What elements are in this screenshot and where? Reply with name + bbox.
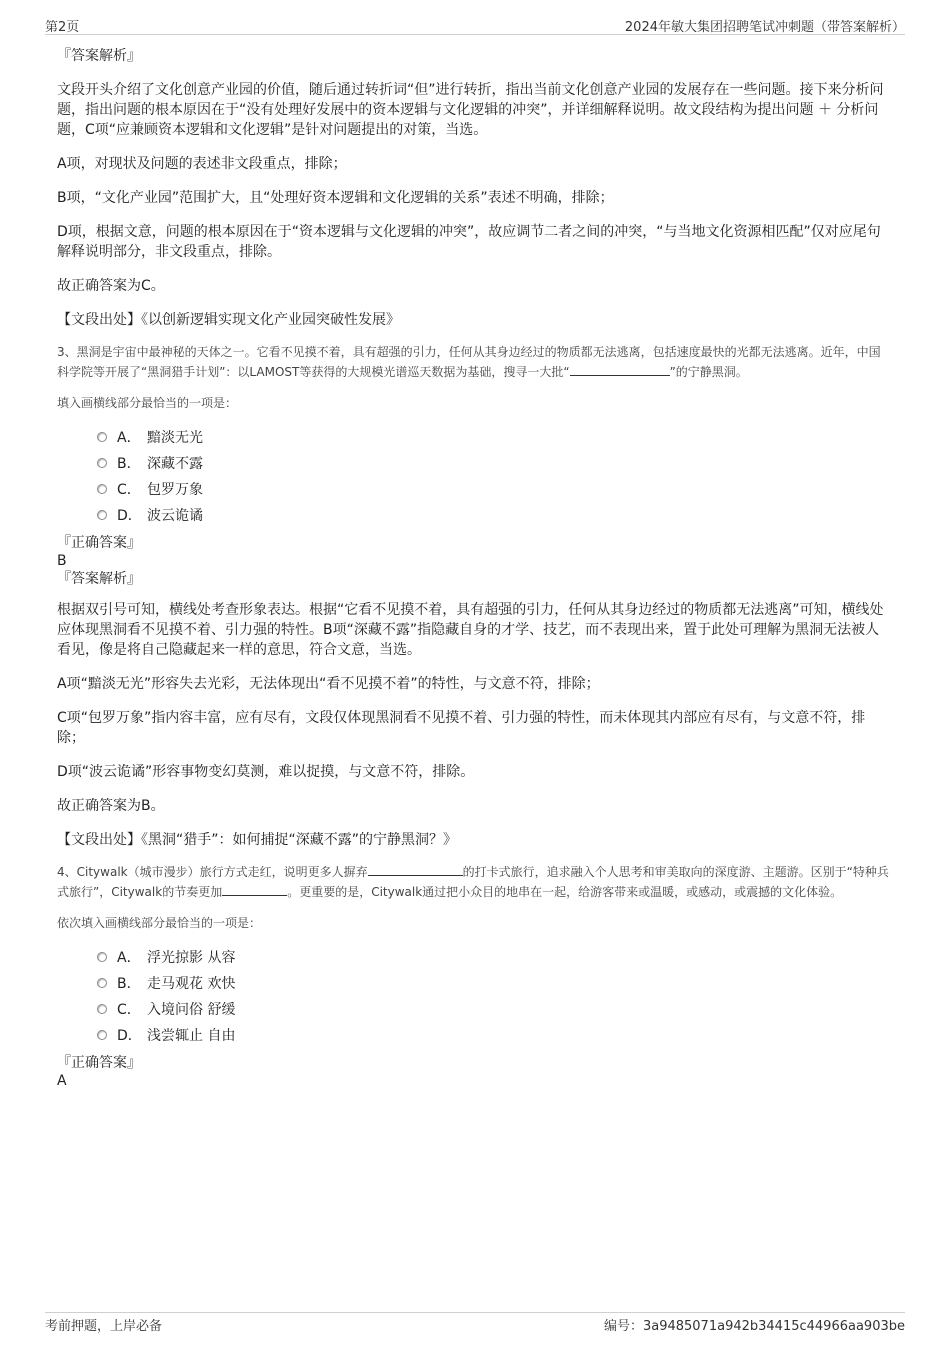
q2-conclusion: 故正确答案为C。 — [57, 278, 165, 294]
q4-stem — [57, 862, 892, 902]
q3-option-a[interactable] — [97, 424, 892, 450]
option-text: 深藏不露 — [147, 456, 203, 472]
q3-option-d-analysis: D项“波云诡谲”形容事物变幻莫测，难以捉摸，与文意不符，排除。 — [57, 764, 475, 780]
q3-conclusion: 故正确答案为B。 — [57, 798, 165, 814]
radio-icon[interactable] — [97, 458, 107, 468]
q4-answer: A — [57, 1073, 67, 1089]
page-number: 第2页 — [45, 20, 80, 35]
radio-icon[interactable] — [97, 952, 107, 962]
option-text: 黯淡无光 — [147, 430, 203, 446]
q4-option-c[interactable] — [97, 996, 892, 1022]
radio-icon[interactable] — [97, 432, 107, 442]
option-letter: A． — [117, 950, 141, 966]
radio-icon[interactable] — [97, 1030, 107, 1040]
radio-icon[interactable] — [97, 1004, 107, 1014]
q4-option-a[interactable] — [97, 944, 892, 970]
radio-icon[interactable] — [97, 978, 107, 988]
document-title: 2024年敏大集团招聘笔试冲刺题（带答案解析） — [624, 20, 905, 35]
q4-stem-part1: 4、Citywalk（城市漫步）旅行方式走红，说明更多人摒弃 — [57, 865, 368, 879]
option-text: 走马观花 欢快 — [147, 976, 236, 992]
option-letter: B． — [117, 456, 141, 472]
q4-option-b[interactable] — [97, 970, 892, 996]
q3-answer: B — [57, 553, 67, 569]
q3-option-c-analysis: C项“包罗万象”指内容丰富，应有尽有，文段仅体现黑洞看不见摸不着、引力强的特性，而未体现其内部应有尽有，与文意不符，排除； — [57, 710, 866, 746]
document-body — [57, 46, 892, 1090]
option-text: 入境问俗 舒缓 — [147, 1002, 236, 1018]
option-letter: A． — [117, 430, 141, 446]
q3-source: 【文段出处】《黑洞“猎手”：如何捕捉“深藏不露”的宁静黑洞？》 — [57, 832, 458, 848]
q4-instruction: 依次填入画横线部分最恰当的一项是： — [57, 916, 262, 930]
option-text: 波云诡谲 — [147, 508, 203, 524]
q3-analysis-label: 『答案解析』 — [57, 571, 141, 587]
q2-source: 【文段出处】《以创新逻辑实现文化产业园突破性发展》 — [57, 312, 400, 328]
option-text: 浮光掠影 从容 — [147, 950, 236, 966]
q2-analysis-label: 『答案解析』 — [57, 48, 141, 64]
q3-answer-label: 『正确答案』 — [57, 535, 141, 551]
page-footer — [45, 1312, 905, 1333]
q4-stem-part2: 的打卡式旅行，追求融入个人思考和审美取向的深度游、主题游。区别于“特种兵式旅行”，Citywalk的节奏更加 — [57, 865, 889, 899]
option-letter: B． — [117, 976, 141, 992]
q4-options — [57, 944, 892, 1048]
q2-option-a-analysis: A项，对现状及问题的表述非文段重点，排除； — [57, 156, 347, 172]
q3-stem-before: 3、黑洞是宇宙中最神秘的天体之一。它看不见摸不着，具有超强的引力，任何从其身边经过的物质都无法逃离，包括速度最快的光都无法逃离。近年，中国科学院等开展了“黑洞猎手计划”：以LAMOST等获得的大规模光谱巡天数据为基础，搜寻一大批“ — [57, 345, 881, 379]
q4-blank-2 — [222, 883, 287, 896]
option-text: 浅尝辄止 自由 — [147, 1028, 236, 1044]
q3-option-b[interactable] — [97, 450, 892, 476]
q3-blank — [570, 363, 670, 376]
option-text: 包罗万象 — [147, 482, 203, 498]
footer-slogan: 考前押题，上岸必备 — [45, 1319, 163, 1334]
option-letter: C． — [117, 482, 141, 498]
page-header — [45, 14, 905, 35]
option-letter: D． — [117, 1028, 142, 1044]
option-letter: D． — [117, 508, 142, 524]
radio-icon[interactable] — [97, 510, 107, 520]
q2-option-b-analysis: B项，“文化产业园”范围扩大，且“处理好资本逻辑和文化逻辑的关系”表述不明确，排除； — [57, 190, 614, 206]
q4-stem-part3: 。更重要的是，Citywalk通过把小众目的地串在一起，给游客带来或温暖，或感动，或震撼的文化体验。 — [287, 885, 843, 899]
q3-stem-after: ”的宁静黑洞。 — [669, 365, 748, 379]
q3-options — [57, 424, 892, 528]
q2-analysis: 文段开头介绍了文化创意产业园的价值，随后通过转折词“但”进行转折，指出当前文化创意产业园的发展存在一些问题。接下来分析问题，指出问题的根本原因在于“没有处理好发展中的资本逻辑与文化逻辑的冲突”，并详细解释说明。故文段结构为提出问题 ＋ 分析问题，C项“应兼顾资本逻辑和文化逻辑”是针对问题提出的对策，当选。 — [57, 82, 884, 138]
q3-instruction: 填入画横线部分最恰当的一项是： — [57, 396, 238, 410]
option-letter: C． — [117, 1002, 141, 1018]
q4-blank-1 — [368, 863, 463, 876]
q3-option-c[interactable] — [97, 476, 892, 502]
radio-icon[interactable] — [97, 484, 107, 494]
document-code: 编号：3a9485071a942b34415c44966aa903be — [603, 1319, 905, 1334]
q3-analysis: 根据双引号可知，横线处考查形象表达。根据“它看不见摸不着，具有超强的引力，任何从其身边经过的物质都无法逃离”可知，横线处应体现黑洞看不见摸不着、引力强的特性。B项“深藏不露”指隐藏自身的才学、技艺，而不表现出来，置于此处可理解为黑洞无法被人看见，像是将自己隐藏起来一样的意思，符合文意，当选。 — [57, 602, 884, 658]
q4-option-d[interactable] — [97, 1022, 892, 1048]
q4-answer-label: 『正确答案』 — [57, 1055, 141, 1071]
q3-option-a-analysis: A项“黯淡无光”形容失去光彩，无法体现出“看不见摸不着”的特性，与文意不符，排除； — [57, 676, 600, 692]
q3-option-d[interactable] — [97, 502, 892, 528]
q2-option-d-analysis: D项，根据文意，问题的根本原因在于“资本逻辑与文化逻辑的冲突”，故应调节二者之间的冲突，“与当地文化资源相匹配”仅对应尾句解释说明部分，非文段重点，排除。 — [57, 224, 881, 260]
q3-stem — [57, 342, 892, 382]
